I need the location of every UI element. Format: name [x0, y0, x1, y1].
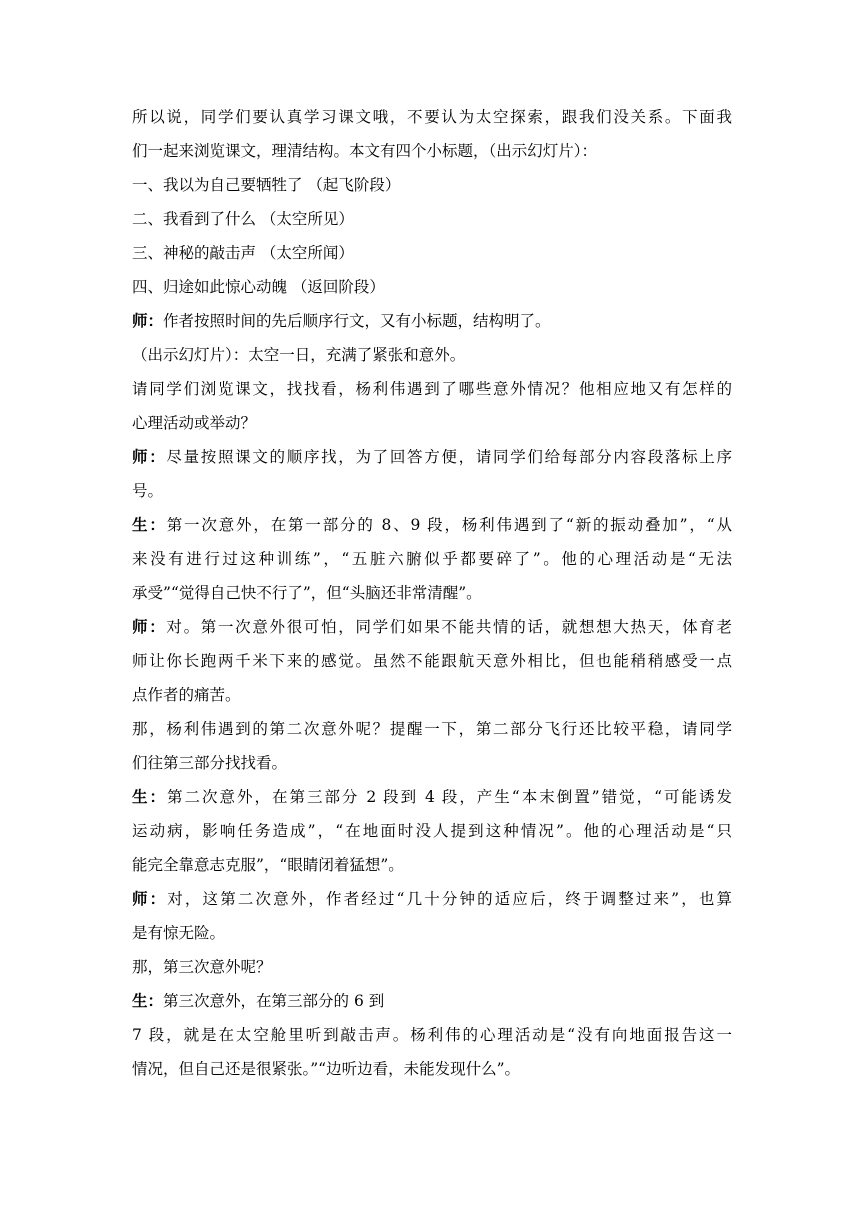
- text-line: [132, 712, 732, 746]
- line-text: 7 段，就是在太空舱里听到敲击声。杨利伟的心理活动是“没有向地面报告这一: [132, 1026, 732, 1044]
- text-line: [132, 202, 732, 236]
- speaker-label: 师：: [132, 311, 164, 330]
- text-line: [132, 304, 732, 338]
- speaker-label: 生：: [132, 787, 167, 806]
- text-line: [132, 610, 732, 644]
- text-line: [132, 576, 732, 610]
- text-line: [132, 780, 732, 814]
- line-text: 那，第三次意外呢？: [132, 958, 272, 976]
- line-text: 那，杨利伟遇到的第二次意外呢？提醒一下，第二部分飞行还比较平稳，请同学: [132, 720, 732, 738]
- line-text: 二、我看到了什么 （太空所见）: [132, 210, 354, 228]
- text-line: [132, 1052, 732, 1086]
- line-text: 三、神秘的敲击声 （太空所闻）: [132, 244, 354, 262]
- text-line: [132, 270, 732, 304]
- speaker-label: 师：: [132, 889, 168, 908]
- line-text: 心理活动或举动？: [132, 414, 257, 432]
- line-text: 承受”“觉得自己快不行了”，但“头脑还非常清醒”。: [132, 584, 482, 602]
- line-text: 一、我以为自己要牺牲了 （起飞阶段）: [132, 176, 401, 194]
- text-line: [132, 508, 732, 542]
- speaker-label: 师：: [132, 617, 167, 636]
- line-text: 运动病，影响任务造成”，“在地面时没人提到这种情况”。他的心理活动是“只: [132, 822, 732, 840]
- line-text: 情况，但自己还是很紧张。”“边听边看，未能发现什么”。: [132, 1060, 521, 1078]
- paragraph-list: [132, 100, 732, 1086]
- text-line: [132, 848, 732, 882]
- line-text: 所以说，同学们要认真学习课文哦，不要认为太空探索，跟我们没关系。下面我: [132, 108, 732, 126]
- text-line: [132, 440, 732, 474]
- text-line: [132, 406, 732, 440]
- speaker-label: 生：: [132, 515, 167, 534]
- line-text: 第一次意外，在第一部分的 8、9 段，杨利伟遇到了“新的振动叠加”，“从: [166, 516, 732, 534]
- line-text: 对，这第二次意外，作者经过“几十分钟的适应后，终于调整过来”，也算: [167, 890, 732, 908]
- text-line: [132, 984, 732, 1018]
- text-line: [132, 746, 732, 780]
- text-line: [132, 474, 732, 508]
- line-text: （出示幻灯片）：太空一日，充满了紧张和意外。: [132, 346, 466, 364]
- line-text: 对。第一次意外很可怕，同学们如果不能共情的话，就想想大热天，体育老: [166, 618, 732, 636]
- text-line: [132, 542, 732, 576]
- text-line: [132, 1018, 732, 1052]
- text-line: [132, 338, 732, 372]
- line-text: 四、归途如此惊心动魄 （返回阶段）: [132, 278, 385, 296]
- line-text: 们一起来浏览课文，理清结构。本文有四个小标题，（出示幻灯片）：: [132, 142, 598, 160]
- line-text: 号。: [132, 482, 164, 500]
- document-body: [132, 100, 732, 1086]
- text-line: [132, 950, 732, 984]
- line-text: 第三次意外，在第三部分的 6 到: [163, 992, 385, 1010]
- line-text: 能完全靠意志克服”，“眼睛闭着猛想”。: [132, 856, 404, 874]
- line-text: 师让你长跑两千米下来的感觉。虽然不能跟航天意外相比，但也能稍稍感受一点: [132, 652, 732, 670]
- text-line: [132, 372, 732, 406]
- line-text: 们往第三部分找找看。: [132, 754, 288, 772]
- text-line: [132, 916, 732, 950]
- speaker-label: 生：: [132, 991, 164, 1010]
- speaker-label: 师：: [132, 447, 167, 466]
- text-line: [132, 100, 732, 134]
- line-text: 第二次意外，在第三部分 2 段到 4 段，产生“本末倒置”错觉，“可能诱发: [167, 788, 732, 806]
- text-line: [132, 678, 732, 712]
- line-text: 点作者的痛苦。: [132, 686, 241, 704]
- text-line: [132, 882, 732, 916]
- line-text: 请同学们浏览课文，找找看，杨利伟遇到了哪些意外情况？他相应地又有怎样的: [132, 380, 732, 398]
- text-line: [132, 814, 732, 848]
- line-text: 来没有进行过这种训练”，“五脏六腑似乎都要碎了”。他的心理活动是“无法: [132, 550, 732, 568]
- text-line: [132, 236, 732, 270]
- line-text: 是有惊无险。: [132, 924, 226, 942]
- text-line: [132, 134, 732, 168]
- line-text: 尽量按照课文的顺序找，为了回答方便，请同学们给每部分内容段落标上序: [166, 448, 732, 466]
- text-line: [132, 644, 732, 678]
- line-text: 作者按照时间的先后顺序行文，又有小标题，结构明了。: [163, 312, 551, 330]
- text-line: [132, 168, 732, 202]
